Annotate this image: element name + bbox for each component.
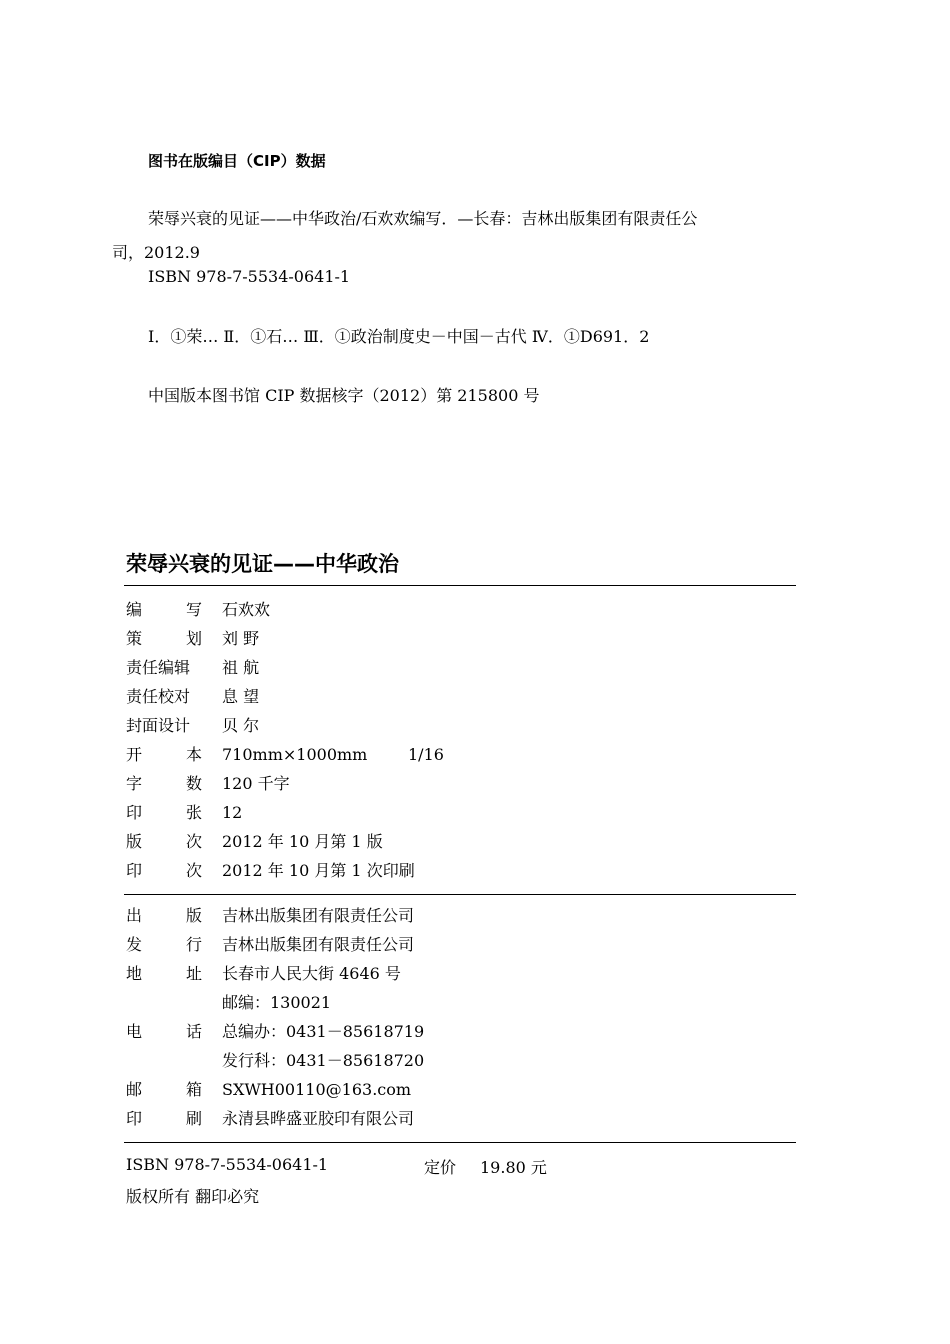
- credit-label: [126, 598, 202, 622]
- credit-label-text: 开: [126, 745, 143, 764]
- credit-label: [126, 801, 202, 825]
- publishing-value: 吉林出版集团有限责任公司: [222, 906, 415, 925]
- label-char: 张: [185, 803, 202, 822]
- credit-value: 石欢欢: [222, 600, 271, 619]
- publishing-label-text: 地: [126, 964, 143, 983]
- credit-label: [126, 859, 202, 883]
- credit-label-text: 策: [126, 629, 143, 648]
- copyright-notice: 版权所有 翻印必究: [126, 1187, 260, 1206]
- label-char: 址: [185, 964, 202, 983]
- credit-label-text: 编: [126, 600, 143, 619]
- cip-entry-line-2: 司，2012.9: [112, 243, 200, 262]
- publishing-value: 发行科：0431－85618720: [222, 1051, 425, 1070]
- cip-isbn: ISBN 978-7-5534-0641-1: [148, 267, 351, 286]
- credit-label: [126, 772, 202, 796]
- divider: [124, 1142, 796, 1143]
- label-char: 行: [185, 935, 202, 954]
- credit-label-text: 版: [126, 832, 143, 851]
- label-char: 版: [185, 906, 202, 925]
- credit-label-text: 责任编辑: [126, 658, 191, 677]
- publishing-label-text: 电: [126, 1022, 143, 1041]
- credit-value: 贝 尔: [222, 716, 260, 735]
- credit-value: 刘 野: [222, 629, 260, 648]
- credit-label: [126, 627, 202, 651]
- publishing-value: 总编办：0431－85618719: [222, 1022, 425, 1041]
- publishing-value: 邮编：130021: [222, 993, 332, 1012]
- label-char: 次: [185, 832, 202, 851]
- label-char: 本: [185, 745, 202, 764]
- credit-value: 120 千字: [222, 774, 290, 793]
- credit-label: [126, 743, 202, 767]
- label-char: 划: [185, 629, 202, 648]
- credit-label-text: 字: [126, 774, 143, 793]
- credit-label: [126, 685, 202, 709]
- cip-approval-number: 中国版本图书馆 CIP 数据核字（2012）第 215800 号: [148, 386, 540, 405]
- cip-entry-line-1: 荣辱兴衰的见证——中华政治/石欢欢编写．—长春：吉林出版集团有限责任公: [148, 209, 698, 228]
- credit-value: 2012 年 10 月第 1 版: [222, 832, 383, 851]
- publishing-label-text: 邮: [126, 1080, 143, 1099]
- publishing-value: 永清县晔盛亚胶印有限公司: [222, 1109, 415, 1128]
- publishing-label: [126, 962, 202, 986]
- book-title: 荣辱兴衰的见证——中华政治: [126, 552, 399, 576]
- credit-label: [126, 830, 202, 854]
- publishing-label-text: 出: [126, 906, 143, 925]
- publishing-label-text: 印: [126, 1109, 143, 1128]
- publishing-label: [126, 933, 202, 957]
- credit-value: 12: [222, 803, 243, 822]
- label-char: 话: [185, 1022, 202, 1041]
- credit-value: 710mm×1000mm: [222, 745, 368, 764]
- label-char: 写: [185, 600, 202, 619]
- cip-heading: 图书在版编目（CIP）数据: [148, 152, 326, 170]
- credit-value: 祖 航: [222, 658, 260, 677]
- credit-label-text: 封面设计: [126, 716, 191, 735]
- publishing-label: [126, 1078, 202, 1102]
- label-char: 次: [185, 861, 202, 880]
- publishing-label: [126, 1107, 202, 1131]
- publishing-label-text: 发: [126, 935, 143, 954]
- publishing-label: [126, 904, 202, 928]
- isbn: ISBN 978-7-5534-0641-1: [126, 1155, 329, 1174]
- publishing-value: SXWH00110@163.com: [222, 1080, 412, 1099]
- cip-classification: Ⅰ．①荣… Ⅱ．①石… Ⅲ．①政治制度史－中国－古代 Ⅳ．①D691．2: [148, 327, 650, 346]
- label-char: 刷: [185, 1109, 202, 1128]
- label-char: 数: [185, 774, 202, 793]
- divider: [124, 894, 796, 895]
- label-char: 箱: [185, 1080, 202, 1099]
- credit-value: 息 望: [222, 687, 260, 706]
- credit-label: [126, 656, 202, 680]
- credit-value: 2012 年 10 月第 1 次印刷: [222, 861, 415, 880]
- publishing-value: 长春市人民大街 4646 号: [222, 964, 401, 983]
- credit-label-text: 印: [126, 803, 143, 822]
- price-label: 定价: [424, 1158, 457, 1177]
- format-fraction: 1/16: [408, 745, 444, 764]
- publishing-label: [126, 1020, 202, 1044]
- price: 19.80 元: [480, 1158, 547, 1177]
- credit-label-text: 责任校对: [126, 687, 191, 706]
- divider: [124, 585, 796, 586]
- credit-label: [126, 714, 202, 738]
- publishing-value: 吉林出版集团有限责任公司: [222, 935, 415, 954]
- credit-label-text: 印: [126, 861, 143, 880]
